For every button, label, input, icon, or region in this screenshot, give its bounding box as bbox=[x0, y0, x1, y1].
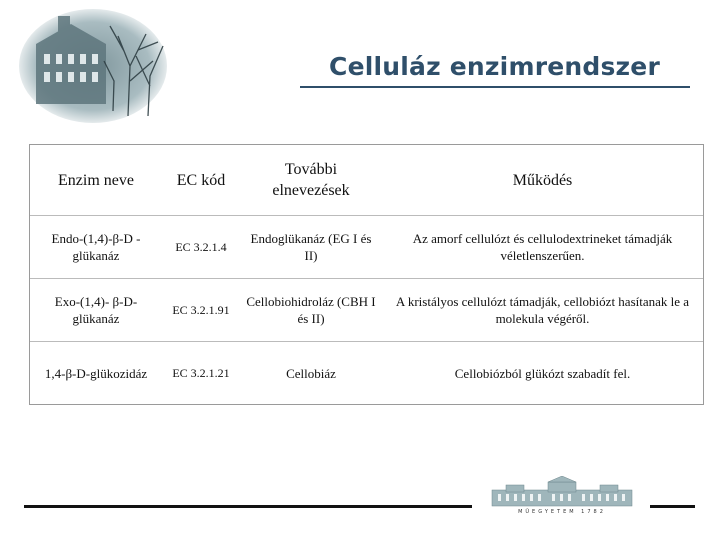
university-building-logo-icon bbox=[486, 476, 638, 508]
enzyme-function: A kristályos cellulózt támadják, cellobiózt hasítanak le a molekula végéről. bbox=[382, 279, 703, 342]
column-header-function: Működés bbox=[512, 171, 573, 189]
ec-code: EC 3.2.1.91 bbox=[162, 279, 240, 342]
enzyme-name: Endo-(1,4)-β-D -glükanáz bbox=[30, 216, 162, 279]
other-names: Cellobiohidroláz (CBH I és II) bbox=[240, 279, 382, 342]
column-header-name: Enzim neve bbox=[58, 171, 134, 189]
other-names: Endoglükanáz (EG I és II) bbox=[240, 216, 382, 279]
enzyme-function: Cellobiózból glükózt szabadít fel. bbox=[382, 342, 703, 405]
ec-code: EC 3.2.1.21 bbox=[162, 342, 240, 405]
title-underline bbox=[300, 86, 690, 88]
page-title: Celluláz enzimrendszer bbox=[329, 52, 660, 81]
footer-rule-left bbox=[24, 505, 472, 508]
table-row bbox=[30, 342, 703, 405]
enzyme-table bbox=[30, 145, 703, 404]
column-header-other-names: További elnevezések bbox=[272, 161, 350, 199]
table-header-row bbox=[30, 145, 703, 216]
enzyme-name: 1,4-β-D-glükozidáz bbox=[30, 342, 162, 405]
enzyme-function: Az amorf cellulózt és cellulodextrineket támadják véletlenszerűen. bbox=[382, 216, 703, 279]
footer-logo bbox=[486, 476, 638, 516]
footer-rule-right bbox=[650, 505, 695, 508]
university-building-photo-icon bbox=[18, 6, 168, 124]
table-row bbox=[30, 216, 703, 279]
column-header-ec: EC kód bbox=[176, 171, 226, 189]
logo-motto: MŰEGYETEM 1782 bbox=[518, 509, 606, 515]
table-row bbox=[30, 279, 703, 342]
ec-code: EC 3.2.1.4 bbox=[162, 216, 240, 279]
enzyme-name: Exo-(1,4)- β-D-glükanáz bbox=[30, 279, 162, 342]
other-names: Cellobiáz bbox=[240, 342, 382, 405]
